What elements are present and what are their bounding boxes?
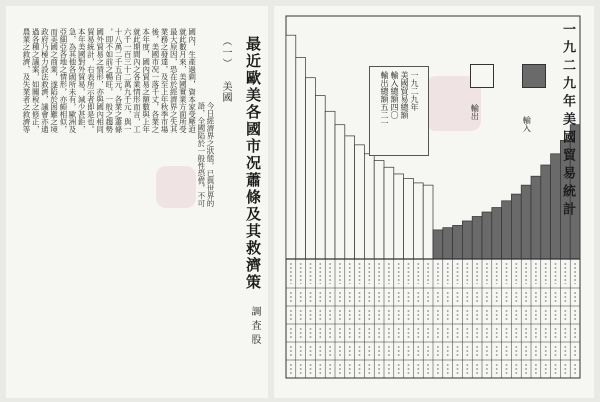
export-bar xyxy=(286,35,296,259)
import-bar xyxy=(511,194,521,259)
export-bar xyxy=(394,174,404,259)
text-column: 後，美國市况一落千丈，各業之 xyxy=(150,28,160,133)
text-column: 國內，生產過剩，資本家受壓迫 xyxy=(187,28,197,133)
export-bar xyxy=(364,154,374,259)
import-bar xyxy=(472,216,482,259)
text-column: 業務之發達，及至上年秋季市場 xyxy=(160,28,169,133)
left-page xyxy=(6,6,268,398)
legend-line: 美國貿易總額 xyxy=(400,71,409,119)
text-column: 本年美國對外貿易，減少甚鉅， xyxy=(77,28,87,133)
export-bar xyxy=(306,78,316,259)
export-legend-label: 輸出 xyxy=(470,104,480,120)
export-bar xyxy=(423,185,433,259)
legend-line: 輸出總額五二一 xyxy=(380,71,389,127)
import-bar xyxy=(433,230,443,259)
export-bar xyxy=(355,145,365,259)
import-bar xyxy=(443,228,453,259)
article-title: 最近歐美各國市况蕭條及其救濟策 xyxy=(244,36,262,291)
export-bar xyxy=(296,58,306,259)
text-column: 語，全國陷於一般性恐慌，不可 xyxy=(196,102,206,207)
text-column: 本年度，國內貿易之額數與上年 xyxy=(141,28,151,133)
export-bar xyxy=(374,161,384,259)
text-column: 今日經濟界之狀態，已與世界的 xyxy=(206,102,215,207)
import-legend-swatch xyxy=(522,64,546,88)
export-bar xyxy=(315,96,325,259)
import-legend-label: 輸入 xyxy=(522,116,532,132)
legend-box xyxy=(369,66,429,156)
text-column: 就此數月來，美國實業方面所受 xyxy=(178,28,188,133)
export-bar xyxy=(413,183,423,259)
trade-bar-chart xyxy=(274,6,594,398)
text-column: 十八萬二千五百元，各業之蕭條 xyxy=(114,28,123,133)
text-column: 就此期間內之各業情形而言，工 xyxy=(132,28,142,133)
text-column: 而美國之商業，遂陷於困難之境 xyxy=(49,28,59,133)
right-page xyxy=(274,6,594,398)
text-column: 最大原因，恐在於經濟界之失其 xyxy=(169,28,179,133)
import-bar xyxy=(492,208,502,259)
export-bar xyxy=(384,167,394,259)
import-bar xyxy=(482,212,492,259)
text-column: 農業之救濟，及失業者之救濟等 xyxy=(22,28,31,133)
import-bar xyxy=(502,201,512,259)
text-column: 政府乃極力設法救濟，議會亦通 xyxy=(40,28,50,133)
text-column: 六千一百三十二萬九千元，與一 xyxy=(123,28,133,133)
text-column: 過各種之議案，如關稅之修正， xyxy=(31,28,41,133)
export-bar xyxy=(345,136,355,259)
import-bar xyxy=(541,165,551,259)
export-bar xyxy=(325,111,335,259)
export-legend-swatch xyxy=(470,64,494,88)
section-heading: （一） 美國 xyxy=(220,36,231,103)
export-bar xyxy=(404,178,414,259)
chart-title: 一九二九年美國貿易統計 xyxy=(560,22,575,220)
import-bar xyxy=(551,154,561,259)
text-column: 急，為其他各國所未有，歐洲及 xyxy=(68,28,77,133)
text-column: 國外貿易之情形，亦與國內相同 xyxy=(95,28,105,133)
text-column: ，即不如前之暢旺，一般之趨勢 xyxy=(104,28,114,133)
export-bar xyxy=(335,125,345,259)
legend-line: 輸入總額四〇 xyxy=(390,71,399,119)
text-column: 亞細亞各地之情形，亦頗相似， xyxy=(58,28,68,133)
legend-line: 一九二九年 xyxy=(410,71,419,111)
library-stamp xyxy=(156,166,196,208)
import-bar xyxy=(521,185,531,259)
import-bar xyxy=(462,221,472,259)
import-bar xyxy=(531,176,541,259)
text-column: 貿易統計，右表所示者即是也。 xyxy=(86,28,96,133)
import-bar xyxy=(453,225,463,259)
article-author: 調査股 xyxy=(249,306,260,348)
